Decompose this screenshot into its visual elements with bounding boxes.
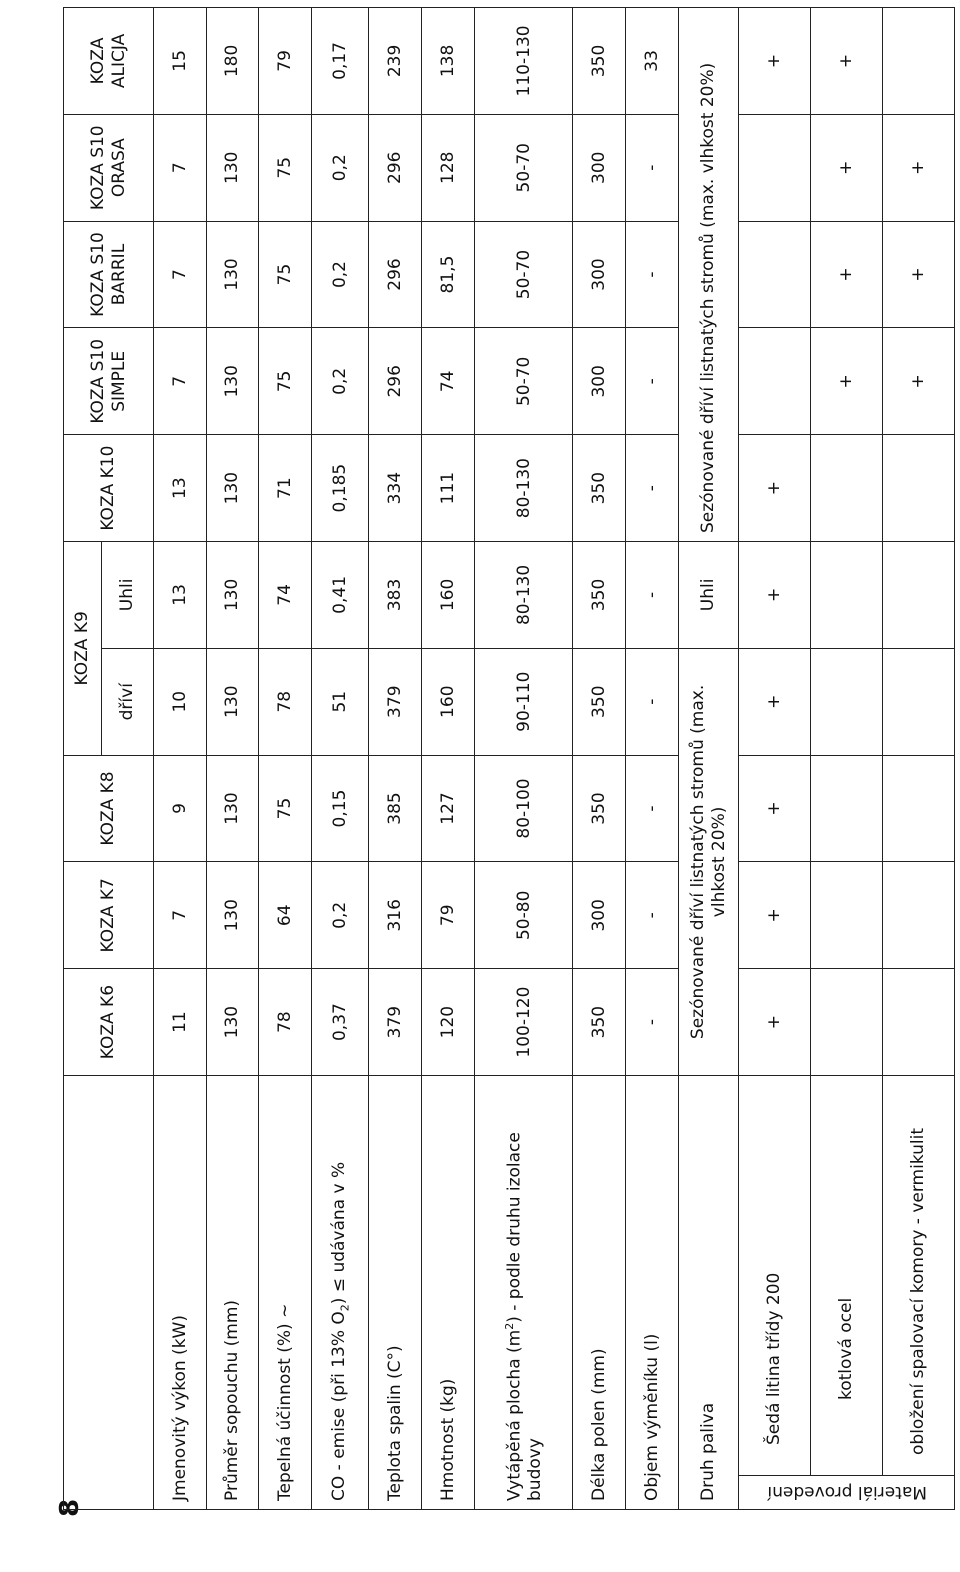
material-label: Šedá litina třídy 200: [739, 1076, 811, 1476]
cell: 120: [422, 969, 475, 1076]
header-model: KOZA K6: [64, 969, 154, 1076]
cell: 300: [573, 221, 626, 328]
cell: 81,5: [422, 221, 475, 328]
fuel-row: [679, 8, 739, 1510]
row-label: Průměr sopouchu (mm): [206, 1076, 259, 1510]
cell: 128: [422, 114, 475, 221]
fuel-wood-left: Sezónované dříví listnatých stromů (max. vlhkost 20%): [679, 648, 739, 1075]
cell: 33: [626, 8, 679, 115]
fuel-wood-right: Sezónované dříví listnatých stromů (max. vlhkost 20%): [679, 8, 739, 542]
cell: 100-120: [474, 969, 573, 1076]
material-row: [739, 8, 811, 1510]
cell: 130: [206, 435, 259, 542]
header-k9-wood: dříví: [102, 648, 154, 755]
cell: 160: [422, 648, 475, 755]
cell: 50-70: [474, 114, 573, 221]
cell: [811, 648, 883, 755]
table-row: [312, 8, 369, 1510]
header-k9-coal: Uhli: [102, 542, 154, 649]
cell: +: [739, 969, 811, 1076]
cell: +: [739, 542, 811, 649]
cell: 160: [422, 542, 475, 649]
cell: 300: [573, 862, 626, 969]
cell: 79: [422, 862, 475, 969]
cell: 379: [369, 969, 422, 1076]
header-model-k9: KOZA K9: [64, 542, 102, 756]
cell: [811, 862, 883, 969]
cell: -: [626, 328, 679, 435]
cell: +: [739, 8, 811, 115]
cell: -: [626, 435, 679, 542]
cell: 71: [259, 435, 312, 542]
cell: 350: [573, 648, 626, 755]
spec-table: [63, 7, 955, 1510]
cell: 0,185: [312, 435, 369, 542]
cell: [739, 114, 811, 221]
cell: 111: [422, 435, 475, 542]
cell: 74: [259, 542, 312, 649]
cell: 50-80: [474, 862, 573, 969]
cell: 350: [573, 435, 626, 542]
cell: 300: [573, 114, 626, 221]
header-model: KOZA S10 ORASA: [64, 114, 154, 221]
cell: 296: [369, 328, 422, 435]
row-label: Tepelná účinnost (%) ~: [259, 1076, 312, 1510]
cell: 0,17: [312, 8, 369, 115]
cell: 10: [154, 648, 207, 755]
cell: [739, 221, 811, 328]
cell: -: [626, 114, 679, 221]
cell: [811, 435, 883, 542]
cell: 130: [206, 755, 259, 862]
cell: +: [883, 114, 955, 221]
cell: 138: [422, 8, 475, 115]
header-model: KOZA S10 BARRIL: [64, 221, 154, 328]
page-number: 8: [55, 1498, 85, 1518]
cell: 379: [369, 648, 422, 755]
cell: 350: [573, 755, 626, 862]
cell: 7: [154, 221, 207, 328]
cell: +: [811, 328, 883, 435]
cell: [811, 755, 883, 862]
cell: 74: [422, 328, 475, 435]
cell: [883, 862, 955, 969]
material-row: [811, 8, 883, 1510]
cell: +: [811, 114, 883, 221]
cell: 239: [369, 8, 422, 115]
cell: +: [811, 221, 883, 328]
cell: [883, 969, 955, 1076]
cell: -: [626, 221, 679, 328]
cell: 13: [154, 435, 207, 542]
row-label: CO - emise (při 13% $O_2$) ≤ udávána v %: [312, 1076, 369, 1510]
table-row: [154, 8, 207, 1510]
cell: 0,2: [312, 114, 369, 221]
cell: 180: [206, 8, 259, 115]
material-group-label: Materiál provedení: [739, 1476, 955, 1510]
row-label: Objem výměníku (l): [626, 1076, 679, 1510]
table-row: [573, 8, 626, 1510]
spec-table-wrapper: [63, 8, 955, 1510]
cell: 0,2: [312, 221, 369, 328]
header-model: KOZA K10: [64, 435, 154, 542]
cell: +: [739, 648, 811, 755]
cell: [883, 648, 955, 755]
cell: 78: [259, 969, 312, 1076]
fuel-k9-coal: Uhli: [679, 542, 739, 649]
material-row: [883, 8, 955, 1510]
header-model: KOZA ALICJA: [64, 8, 154, 115]
cell: 0,2: [312, 328, 369, 435]
cell: 15: [154, 8, 207, 115]
cell: 350: [573, 542, 626, 649]
cell: 90-110: [474, 648, 573, 755]
header-row-1: [64, 8, 102, 1510]
cell: [739, 328, 811, 435]
cell: 80-130: [474, 435, 573, 542]
cell: 334: [369, 435, 422, 542]
header-model: KOZA K8: [64, 755, 154, 862]
cell: 50-70: [474, 328, 573, 435]
table-row: [369, 8, 422, 1510]
row-label: Vytápěná plocha $(m^2)$ - podle druhu izolace budovy: [474, 1076, 573, 1510]
cell: 78: [259, 648, 312, 755]
cell: 385: [369, 755, 422, 862]
header-model: KOZA S10 SIMPLE: [64, 328, 154, 435]
cell: 316: [369, 862, 422, 969]
cell: 0,15: [312, 755, 369, 862]
cell: +: [739, 755, 811, 862]
cell: 130: [206, 542, 259, 649]
cell: -: [626, 755, 679, 862]
fuel-label: Druh paliva: [679, 1076, 739, 1510]
cell: 80-100: [474, 755, 573, 862]
cell: [883, 8, 955, 115]
cell: 350: [573, 969, 626, 1076]
cell: 383: [369, 542, 422, 649]
cell: +: [739, 435, 811, 542]
cell: 79: [259, 8, 312, 115]
cell: +: [739, 862, 811, 969]
cell: 130: [206, 648, 259, 755]
cell: 0,2: [312, 862, 369, 969]
cell: [883, 435, 955, 542]
header-corner: [64, 1076, 154, 1510]
cell: [883, 755, 955, 862]
cell: 296: [369, 114, 422, 221]
cell: [811, 542, 883, 649]
cell: 7: [154, 862, 207, 969]
cell: 130: [206, 862, 259, 969]
cell: 11: [154, 969, 207, 1076]
table-row: [259, 8, 312, 1510]
cell: [811, 969, 883, 1076]
cell: 110-130: [474, 8, 573, 115]
cell: +: [883, 328, 955, 435]
material-label: obložení spalovací komory - vermikulit: [883, 1076, 955, 1476]
cell: 75: [259, 221, 312, 328]
cell: +: [811, 8, 883, 115]
cell: -: [626, 648, 679, 755]
cell: -: [626, 542, 679, 649]
cell: 80-130: [474, 542, 573, 649]
cell: 130: [206, 328, 259, 435]
cell: 130: [206, 969, 259, 1076]
cell: 13: [154, 542, 207, 649]
table-row: [422, 8, 475, 1510]
cell: -: [626, 862, 679, 969]
row-label: Teplota spalin (C°): [369, 1076, 422, 1510]
cell: 130: [206, 221, 259, 328]
cell: 9: [154, 755, 207, 862]
row-label: Hmotnost (kg): [422, 1076, 475, 1510]
table-row: [206, 8, 259, 1510]
cell: 75: [259, 114, 312, 221]
cell: 127: [422, 755, 475, 862]
cell: +: [883, 221, 955, 328]
cell: 130: [206, 114, 259, 221]
cell: 300: [573, 328, 626, 435]
header-model: KOZA K7: [64, 862, 154, 969]
cell: 7: [154, 328, 207, 435]
cell: [883, 542, 955, 649]
table-row: [626, 8, 679, 1510]
cell: 296: [369, 221, 422, 328]
material-label: kotlová ocel: [811, 1076, 883, 1476]
cell: 7: [154, 114, 207, 221]
cell: 50-70: [474, 221, 573, 328]
cell: -: [626, 969, 679, 1076]
cell: 350: [573, 8, 626, 115]
cell: 75: [259, 755, 312, 862]
cell: 64: [259, 862, 312, 969]
table-row: [474, 8, 573, 1510]
cell: 0,37: [312, 969, 369, 1076]
row-label: Jmenovitý výkon (kW): [154, 1076, 207, 1510]
row-label: Délka polen (mm): [573, 1076, 626, 1510]
cell: 51: [312, 648, 369, 755]
cell: 0,41: [312, 542, 369, 649]
cell: 75: [259, 328, 312, 435]
